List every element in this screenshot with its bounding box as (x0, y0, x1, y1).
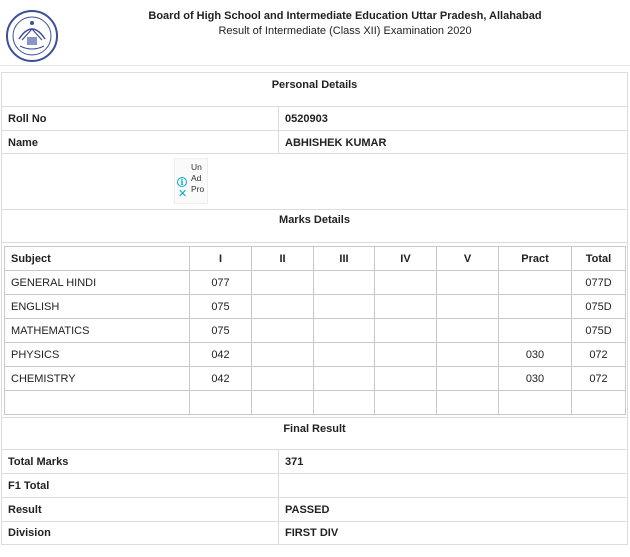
mark-cell (252, 271, 314, 295)
table-row (5, 295, 626, 319)
personal-details-heading: Personal Details (271, 79, 358, 91)
name-value: ABHISHEK KUMAR (285, 137, 387, 149)
mark-cell (375, 271, 437, 295)
f1-total-label: F1 Total (8, 480, 50, 492)
mark-cell (314, 343, 375, 367)
table-row (5, 271, 626, 295)
mark-cell (437, 343, 499, 367)
column-header-paper-3: III (314, 247, 375, 271)
personal-details-heading-row (2, 73, 627, 107)
mark-cell (437, 295, 499, 319)
mark-cell (314, 319, 375, 343)
roll-no-label: Roll No (8, 113, 47, 125)
subject-cell: MATHEMATICS (5, 319, 190, 343)
column-header-paper-4: IV (375, 247, 437, 271)
total-cell: 075D (572, 295, 626, 319)
result-panel (1, 72, 628, 545)
mark-cell (375, 367, 437, 391)
subject-cell (5, 391, 190, 415)
mark-cell (252, 391, 314, 415)
practical-cell (499, 295, 572, 319)
mark-cell (252, 367, 314, 391)
roll-no-value: 0520903 (285, 113, 328, 125)
f1-total-row (2, 474, 627, 498)
table-row (5, 343, 626, 367)
result-label: Result (8, 504, 42, 516)
subject-cell: CHEMISTRY (5, 367, 190, 391)
subject-cell: GENERAL HINDI (5, 271, 190, 295)
ad-row (2, 154, 627, 210)
column-header-practical: Pract (499, 247, 572, 271)
total-marks-row (2, 450, 627, 474)
marks-details-heading: Marks Details (279, 214, 350, 226)
mark-cell: 075 (190, 319, 252, 343)
marks-table-row (2, 243, 627, 418)
ad-banner[interactable] (174, 158, 208, 204)
final-result-heading-row (2, 418, 627, 450)
mark-cell (252, 319, 314, 343)
mark-cell (375, 319, 437, 343)
marks-details-heading-row (2, 210, 627, 243)
division-label: Division (8, 527, 51, 539)
subject-cell: PHYSICS (5, 343, 190, 367)
name-label: Name (8, 137, 38, 149)
column-header-subject: Subject (5, 247, 190, 271)
column-header-paper-2: II (252, 247, 314, 271)
result-row (2, 498, 627, 522)
total-marks-value: 371 (285, 456, 304, 468)
ad-text: Un Ad Pro (191, 162, 205, 194)
table-row (5, 319, 626, 343)
mark-cell (437, 319, 499, 343)
practical-cell: 030 (499, 367, 572, 391)
total-cell: 077D (572, 271, 626, 295)
mark-cell (437, 367, 499, 391)
mark-cell: 042 (190, 343, 252, 367)
mark-cell (375, 295, 437, 319)
column-header-total: Total (572, 247, 626, 271)
mark-cell: 042 (190, 367, 252, 391)
roll-no-row (2, 107, 627, 131)
practical-cell (499, 271, 572, 295)
mark-cell (314, 271, 375, 295)
mark-cell (252, 295, 314, 319)
practical-cell: 030 (499, 343, 572, 367)
table-row (5, 391, 626, 415)
division-row (2, 522, 627, 544)
practical-cell (499, 319, 572, 343)
result-value: PASSED (285, 504, 330, 516)
mark-cell (437, 271, 499, 295)
mark-cell (437, 391, 499, 415)
marks-table (4, 246, 626, 415)
division-value: FIRST DIV (285, 527, 339, 539)
final-result-heading: Final Result (283, 423, 346, 435)
mark-cell (314, 295, 375, 319)
mark-cell (314, 391, 375, 415)
total-cell (572, 391, 626, 415)
total-cell: 075D (572, 319, 626, 343)
mark-cell (314, 367, 375, 391)
table-row (5, 367, 626, 391)
ad-info-icon[interactable]: i (177, 177, 187, 187)
mark-cell (190, 391, 252, 415)
column-header-paper-5: V (437, 247, 499, 271)
mark-cell (375, 391, 437, 415)
total-cell: 072 (572, 367, 626, 391)
board-title: Board of High School and Intermediate Education Uttar Pradesh, Allahabad (148, 10, 542, 22)
page-header (0, 0, 630, 66)
name-row (2, 131, 627, 154)
column-header-paper-1: I (190, 247, 252, 271)
mark-cell: 075 (190, 295, 252, 319)
marks-header-row (5, 247, 626, 271)
mark-cell: 077 (190, 271, 252, 295)
subject-cell: ENGLISH (5, 295, 190, 319)
exam-title: Result of Intermediate (Class XII) Examination 2020 (218, 25, 472, 37)
practical-cell (499, 391, 572, 415)
mark-cell (252, 343, 314, 367)
ad-close-icon[interactable]: ✕ (178, 188, 188, 200)
total-marks-label: Total Marks (8, 456, 69, 468)
mark-cell (375, 343, 437, 367)
board-seal-logo (5, 9, 59, 63)
total-cell: 072 (572, 343, 626, 367)
